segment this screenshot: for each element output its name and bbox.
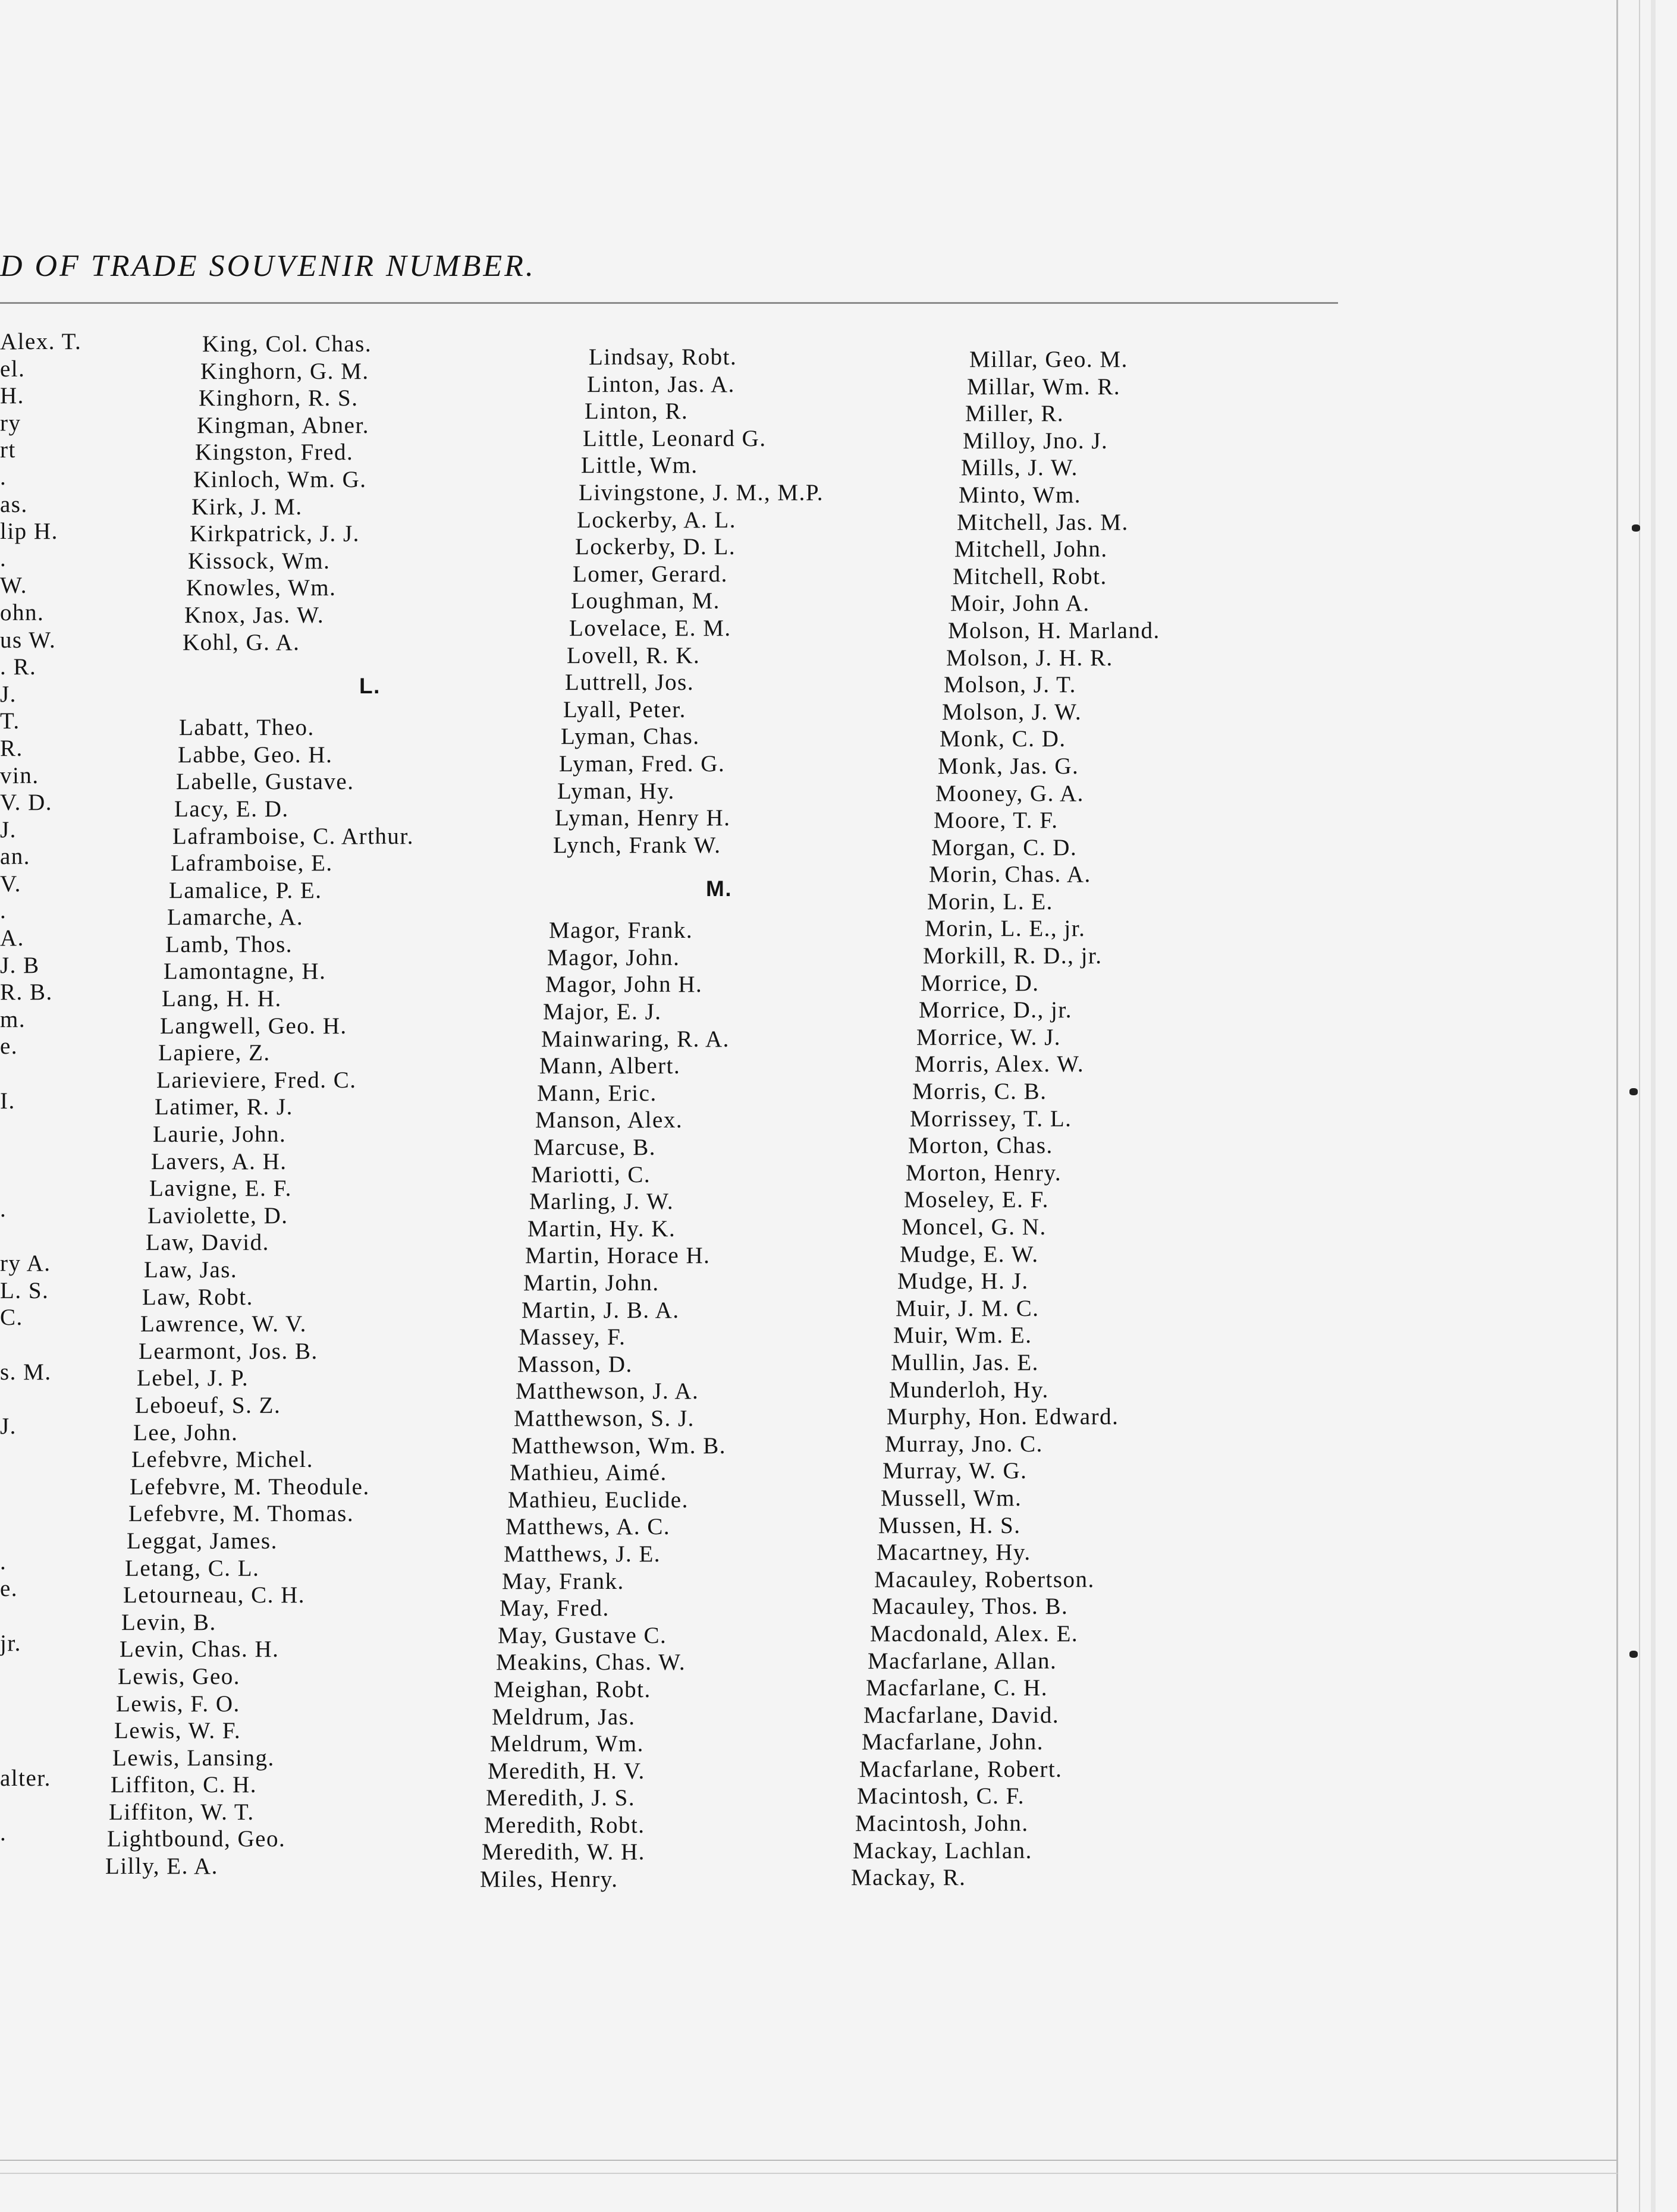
name-entry	[0, 1385, 137, 1413]
name-entry: Liffiton, C. H.	[111, 1772, 257, 1798]
bottom-rule	[0, 2160, 1618, 2161]
name-entry: Meldrum, Jas.	[492, 1704, 636, 1730]
name-entry	[0, 1494, 137, 1522]
name-entry: Lyman, Fred. G.	[559, 750, 726, 777]
name-entry: us W.	[0, 627, 56, 653]
name-entry: Monk, Jas. G.	[938, 753, 1079, 779]
name-entry: Massey, F.	[519, 1324, 626, 1350]
name-entry: Magor, John.	[547, 944, 680, 970]
name-entry: Morgan, C. D.	[931, 834, 1078, 860]
name-entry: Labatt, Theo.	[179, 715, 315, 741]
name-entry: Luttrell, Jos.	[565, 670, 695, 696]
name-entry: as.	[0, 491, 28, 517]
name-entry: Linton, R.	[585, 398, 689, 425]
name-entry	[0, 1467, 137, 1494]
name-entry: lip H.	[0, 519, 58, 545]
name-entry: Morrissey, T. L.	[910, 1105, 1072, 1132]
name-entry: Mathieu, Aimé.	[510, 1460, 667, 1486]
name-entry: Meighan, Robt.	[494, 1676, 651, 1702]
name-entry: Meldrum, Wm.	[490, 1731, 644, 1757]
name-column-3	[480, 344, 824, 1893]
name-entry: Lomer, Gerard.	[573, 561, 728, 587]
name-entry: Macfarlane, Allan.	[868, 1648, 1057, 1674]
name-entry: .	[0, 545, 7, 571]
name-entry: Kingston, Fred.	[195, 439, 354, 466]
name-entry: .	[0, 464, 7, 490]
name-entry: Matthewson, Wm. B.	[511, 1432, 727, 1459]
name-entry: Mitchell, John.	[954, 536, 1108, 563]
name-entry: Lavers, A. H.	[151, 1148, 287, 1174]
name-entry: Meredith, J. S.	[486, 1785, 636, 1811]
name-entry: Milloy, Jno. J.	[963, 428, 1108, 454]
name-entry: Lyman, Hy.	[557, 778, 675, 804]
name-entry: Murray, Jno. C.	[885, 1431, 1043, 1457]
name-entry: .	[0, 1548, 7, 1575]
section-spacer	[202, 706, 414, 714]
name-entry: Mooney, G. A.	[935, 780, 1084, 806]
name-column-2	[105, 331, 414, 1880]
name-entry	[0, 1168, 137, 1196]
name-entry: Meredith, W. H.	[482, 1839, 645, 1865]
section-spacer	[589, 909, 824, 917]
name-entry: Labbe, Geo. H.	[178, 741, 333, 768]
name-entry: Morin, L. E.	[927, 888, 1053, 915]
name-entry: Lilly, E. A.	[105, 1853, 218, 1880]
name-entry: W.	[0, 573, 27, 599]
name-entry: J.	[0, 1413, 17, 1439]
name-entry: Mathieu, Euclide.	[508, 1487, 689, 1513]
name-entry: Molson, H. Marland.	[948, 617, 1160, 643]
name-entry: Millar, Geo. M.	[969, 347, 1128, 372]
name-entry: Mackay, Lachlan.	[853, 1837, 1032, 1864]
name-entry: Little, Leonard G.	[583, 425, 767, 451]
name-entry: alter.	[0, 1765, 51, 1792]
name-entry: Kinloch, Wm. G.	[193, 466, 367, 492]
name-entry: Martin, John.	[523, 1270, 660, 1296]
name-entry: el.	[0, 356, 26, 382]
name-entry: Meredith, H. V.	[488, 1758, 645, 1784]
name-entry: Mann, Albert.	[539, 1053, 681, 1079]
name-entry: Mainwaring, R. A.	[541, 1026, 730, 1052]
name-entry: Lebel, J. P.	[137, 1365, 249, 1391]
name-entry: Kissock, Wm.	[188, 548, 331, 574]
name-entry: Mudge, E. W.	[900, 1241, 1039, 1267]
name-entry: Knowles, Wm.	[186, 575, 337, 601]
name-entry: Molson, J. T.	[944, 672, 1076, 698]
name-entry: Moir, John A.	[950, 590, 1090, 617]
name-entry: Macartney, Hy.	[877, 1539, 1031, 1566]
name-column-4	[851, 346, 1160, 1891]
name-entry: Lyman, Henry H.	[555, 805, 731, 831]
name-entry: ry A.	[0, 1250, 51, 1277]
name-entry: Macintosh, C. F.	[857, 1783, 1025, 1809]
name-entry: Mann, Eric.	[537, 1080, 657, 1106]
name-entry: Kohl, G. A.	[183, 629, 300, 655]
name-entry: Lamb, Thos.	[165, 931, 293, 957]
name-entry: Lefebvre, M. Thomas.	[128, 1501, 354, 1527]
name-entry: Larieviere, Fred. C.	[156, 1067, 357, 1093]
name-entry: Letang, C. L.	[125, 1555, 260, 1581]
name-entry: Matthews, A. C.	[505, 1514, 671, 1540]
name-entry: May, Gustave C.	[498, 1622, 667, 1648]
name-entry: Munderloh, Hy.	[889, 1377, 1049, 1403]
name-entry: vin.	[0, 762, 39, 788]
name-entry: Lovell, R. K.	[567, 642, 701, 668]
name-entry: Magor, John H.	[545, 972, 703, 998]
name-entry	[0, 1060, 137, 1088]
name-entry: Moore, T. F.	[934, 807, 1059, 834]
binding-mark	[1632, 524, 1640, 532]
name-entry: Morris, Alex. W.	[915, 1051, 1085, 1077]
name-entry: Millar, Wm. R.	[967, 373, 1121, 400]
name-entry: Langwell, Geo. H.	[160, 1013, 347, 1039]
name-entry: Major, E. J.	[543, 999, 662, 1025]
name-entry: Linton, Jas. A.	[587, 371, 735, 397]
name-entry: Miller, R.	[965, 401, 1064, 427]
name-entry: Lynch, Frank W.	[553, 832, 721, 858]
running-head: D OF TRADE SOUVENIR NUMBER.	[0, 249, 536, 283]
name-entry: Mussen, H. S.	[878, 1512, 1021, 1538]
binding-mark	[1629, 1088, 1638, 1095]
name-entry: Lindsay, Robt.	[589, 344, 737, 370]
name-entry: Levin, Chas. H.	[120, 1636, 280, 1663]
name-entry: Mitchell, Jas. M.	[957, 509, 1129, 535]
name-entry: Lamarche, A.	[167, 904, 304, 931]
name-entry: Martin, Hy. K.	[527, 1215, 676, 1242]
name-entry: J.	[0, 681, 17, 707]
name-entry: Lockerby, D. L.	[575, 534, 736, 560]
binding-mark	[1629, 1651, 1638, 1658]
name-entry: Kirk, J. M.	[191, 494, 303, 520]
name-entry: Mariotti, C.	[531, 1161, 651, 1187]
name-entry	[0, 1657, 137, 1684]
name-entry: Labelle, Gustave.	[176, 769, 354, 795]
section-spacer	[202, 656, 414, 668]
name-entry: Morris, C. B.	[912, 1079, 1047, 1105]
name-entry: e.	[0, 1576, 18, 1602]
name-entry: Morrice, D.	[921, 970, 1040, 996]
name-entry: Lewis, W. F.	[114, 1718, 241, 1744]
name-entry: Manson, Alex.	[535, 1107, 683, 1133]
name-entry: Martin, J. B. A.	[522, 1297, 680, 1323]
name-entry: Laframboise, E.	[171, 850, 333, 876]
name-entry: Lefebvre, M. Theodule.	[130, 1473, 370, 1500]
name-entry: Learmont, Jos. B.	[139, 1338, 318, 1364]
name-entry: Little, Wm.	[581, 453, 698, 479]
section-letter-heading: L.	[359, 674, 381, 699]
name-entry: Moseley, E. F.	[904, 1187, 1049, 1213]
name-entry: Livingstone, J. M., M.P.	[579, 479, 824, 505]
name-entry: Law, David.	[146, 1230, 269, 1256]
name-entry	[0, 1521, 137, 1548]
name-entry: ry	[0, 410, 21, 436]
name-entry: an.	[0, 844, 31, 870]
name-entry: Law, Robt.	[142, 1284, 253, 1310]
name-entry: Macintosh, John.	[855, 1811, 1029, 1837]
name-entry	[0, 1331, 137, 1359]
name-entry: ohn.	[0, 599, 45, 626]
name-entry: Morton, Chas.	[908, 1133, 1053, 1159]
name-entry	[0, 1223, 137, 1250]
name-entry: Marcuse, B.	[533, 1135, 657, 1161]
name-entry: Kinghorn, G. M.	[200, 358, 369, 384]
name-entry: Laviolette, D.	[147, 1202, 288, 1228]
name-entry: Alex. T.	[0, 329, 82, 354]
name-entry: T.	[0, 708, 20, 734]
name-entry: Leboeuf, S. Z.	[135, 1392, 281, 1418]
name-entry: Mullin, Jas. E.	[891, 1349, 1039, 1375]
name-entry: King, Col. Chas.	[202, 331, 372, 357]
name-entry: Lyman, Chas.	[561, 724, 700, 750]
name-entry: J. B	[0, 952, 40, 978]
header-rule	[0, 302, 1338, 304]
name-entry: .	[0, 1820, 7, 1846]
name-entry: Lightbound, Geo.	[107, 1826, 286, 1852]
name-entry: Levin, B.	[121, 1609, 216, 1635]
name-entry	[0, 1142, 137, 1169]
name-entry: Mussell, Wm.	[881, 1485, 1022, 1511]
name-entry: Macfarlane, Robert.	[859, 1756, 1063, 1782]
name-entry: Latimer, R. J.	[155, 1094, 293, 1120]
name-entry: Laframboise, C. Arthur.	[172, 823, 414, 849]
page-edge-line-outer	[1639, 0, 1640, 2212]
name-entry: Morin, Chas. A.	[929, 862, 1091, 888]
name-entry: Lamontagne, H.	[164, 959, 326, 985]
name-entry: Macdonald, Alex. E.	[870, 1620, 1079, 1647]
name-entry: Meakins, Chas. W.	[496, 1649, 686, 1676]
name-entry: e.	[0, 1033, 18, 1060]
name-entry: Murray, W. G.	[883, 1458, 1028, 1484]
name-entry: Lapiere, Z.	[158, 1040, 271, 1066]
name-entry: Molson, J. H. R.	[946, 645, 1113, 671]
name-entry: Morrice, W. J.	[916, 1024, 1062, 1050]
name-entry: Masson, D.	[517, 1351, 633, 1377]
name-entry: Kinghorn, R. S.	[199, 385, 359, 411]
name-entry: Lockerby, A. L.	[577, 507, 736, 533]
name-entry: Lavigne, E. F.	[149, 1176, 292, 1202]
name-entry: Lewis, Geo.	[118, 1663, 241, 1689]
section-letter-heading: M.	[706, 876, 733, 901]
page-edge-line	[1616, 0, 1618, 2212]
name-entry: Knox, Jas. W.	[184, 602, 325, 628]
name-entry: Morrice, D., jr.	[919, 997, 1072, 1023]
name-entry: Mackay, R.	[851, 1865, 966, 1891]
name-entry: Lyall, Peter.	[563, 696, 686, 722]
name-entry: Meredith, Robt.	[484, 1812, 645, 1838]
name-entry: R.	[0, 735, 23, 761]
name-entry: Muir, Wm. E.	[893, 1322, 1032, 1349]
name-entry: Miles, Henry.	[480, 1867, 618, 1893]
name-entry: Lamalice, P. E.	[169, 877, 322, 903]
name-entry: Kirkpatrick, J. J.	[190, 521, 360, 547]
page-edge-shadow	[1651, 0, 1656, 2212]
name-entry: Moncel, G. N.	[902, 1214, 1047, 1240]
name-entry: Macfarlane, C. H.	[866, 1675, 1048, 1701]
name-entry: Laurie, John.	[153, 1121, 287, 1148]
name-entry	[0, 1603, 137, 1630]
name-entry: Monk, C. D.	[940, 726, 1066, 752]
name-entry: V. D.	[0, 790, 53, 816]
name-entry: Letourneau, C. H.	[123, 1582, 306, 1608]
name-entry: Lang, H. H.	[162, 986, 282, 1012]
name-entry: m.	[0, 1006, 26, 1032]
name-entry: C.	[0, 1305, 23, 1331]
name-entry	[0, 1440, 137, 1467]
name-entry: Leggat, James.	[127, 1528, 278, 1554]
name-entry: Marling, J. W.	[529, 1189, 674, 1215]
name-entry: Molson, J. W.	[942, 699, 1082, 725]
name-entry: Morton, Henry.	[906, 1160, 1062, 1186]
name-entry: Lee, John.	[133, 1419, 238, 1446]
name-entry: Morin, L. E., jr.	[925, 916, 1086, 942]
name-entry: Liffiton, W. T.	[109, 1799, 255, 1825]
name-entry: .	[0, 1196, 7, 1222]
name-entry: Macfarlane, David.	[863, 1702, 1060, 1728]
name-entry: R. B.	[0, 979, 53, 1006]
name-entry: Mills, J. W.	[961, 455, 1078, 481]
name-entry: . R.	[0, 654, 37, 680]
name-entry: Lewis, F. O.	[116, 1691, 240, 1717]
name-entry: Magor, Frank.	[549, 918, 693, 944]
name-entry: A.	[0, 925, 24, 951]
name-entry: H.	[0, 383, 24, 409]
name-entry: Muir, J. M. C.	[896, 1295, 1040, 1321]
name-entry: Lefebvre, Michel.	[131, 1447, 313, 1473]
bottom-rule-lower	[0, 2173, 1618, 2174]
name-entry: J.	[0, 816, 17, 843]
name-entry: Matthewson, J. A.	[516, 1378, 699, 1405]
name-entry: Minto, Wm.	[959, 482, 1082, 508]
name-entry: Lovelace, E. M.	[569, 615, 731, 641]
name-entry: rt	[0, 437, 16, 463]
name-entry: Matthews, J. E.	[504, 1541, 661, 1567]
name-entry: Kingman, Abner.	[197, 412, 370, 438]
name-column-1	[0, 328, 137, 1846]
name-entry: Lawrence, W. V.	[140, 1311, 307, 1337]
name-entry: Macauley, Robertson.	[874, 1566, 1095, 1592]
name-entry: L. S.	[0, 1277, 49, 1303]
name-entry: Mitchell, Robt.	[953, 563, 1107, 589]
name-entry: Lacy, E. D.	[174, 796, 289, 822]
name-entry: I.	[0, 1088, 15, 1114]
name-entry: Mudge, H. J.	[897, 1268, 1029, 1294]
name-entry: s. M.	[0, 1359, 52, 1385]
name-entry: jr.	[0, 1630, 21, 1656]
name-entry: .	[0, 898, 7, 924]
name-entry: Loughman, M.	[571, 588, 720, 614]
name-entry: Macauley, Thos. B.	[872, 1594, 1069, 1620]
name-entry: Law, Jas.	[144, 1257, 238, 1283]
name-entry: Murphy, Hon. Edward.	[887, 1404, 1119, 1430]
name-entry: V.	[0, 871, 21, 897]
section-spacer	[589, 859, 824, 871]
name-entry: May, Frank.	[502, 1568, 624, 1594]
name-entry: Matthewson, S. J.	[514, 1405, 695, 1431]
name-entry	[0, 1114, 137, 1142]
name-entry: Macfarlane, John.	[862, 1729, 1044, 1755]
name-entry: Lewis, Lansing.	[112, 1745, 275, 1771]
name-entry: Morkill, R. D., jr.	[923, 943, 1103, 969]
name-entry: May, Fred.	[500, 1595, 610, 1622]
name-entry: Martin, Horace H.	[525, 1243, 711, 1269]
